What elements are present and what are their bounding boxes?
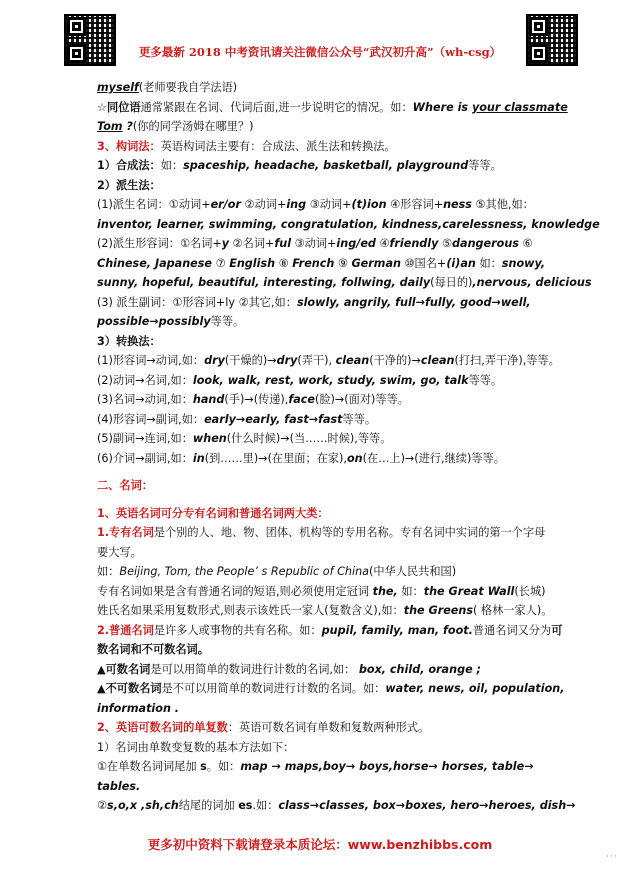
corner-mark: ··· (606, 852, 618, 862)
text-segment: inventor, learner, swimming, congratulation, kindness,carelessness, knowledge (97, 217, 600, 231)
header-notice: 更多最新 2018 中考资讯请关注微信公众号“武汉初升高”（wh-csg） (138, 45, 502, 59)
text-segment: clean (335, 354, 370, 367)
text-segment: 姓氏名如果采用复数形式,则表示该姓氏一家人(复数含义),如： (97, 604, 404, 617)
text-line (97, 504, 549, 524)
text-line (97, 293, 549, 313)
text-segment: myself (97, 81, 139, 94)
text-line (97, 215, 600, 235)
text-segment: dry (276, 354, 298, 367)
text-segment: when (192, 432, 227, 445)
text-segment: ful (274, 237, 292, 250)
text-segment: ③动词+ (291, 237, 337, 250)
text-segment: ? (122, 120, 133, 133)
text-segment: ③动词+ (306, 198, 352, 211)
text-line (97, 98, 568, 118)
text-segment: Chinese, Japanese (97, 256, 213, 270)
text-segment: 英语构词法主要有：合成法、派生法和转换法。 (160, 139, 396, 153)
text-segment: (老师要我自学法语) (138, 81, 238, 94)
text-line (97, 476, 549, 496)
text-segment: the Greens (403, 604, 474, 617)
text-segment: ☆ (97, 100, 108, 114)
text-segment: 2、英语可数名词的单复数 (97, 721, 228, 734)
text-line (97, 176, 549, 196)
text-segment: ②名词+ (229, 237, 275, 250)
text-line (97, 757, 549, 777)
text-segment: (5)副词→连词,如： (97, 432, 193, 445)
text-segment: (长城) (514, 584, 546, 598)
text-line (97, 718, 549, 738)
text-segment: 如： (397, 584, 424, 598)
text-segment: y (221, 237, 230, 250)
text-segment: 要大写。 (97, 545, 142, 559)
text-segment: 是许多人或事物的共有名称。如： (153, 623, 322, 637)
text-segment: 1、英语名词可分专有名词和普通名词两大类： (97, 506, 329, 520)
text-segment: early→early, fast→fast (204, 412, 343, 426)
text-segment: ( 格林一家人)。 (473, 604, 553, 617)
text-segment: tables. (97, 779, 141, 793)
text-segment: 等等。 (468, 373, 503, 387)
text-segment: Tom (97, 120, 123, 133)
text-segment: (i)an (446, 256, 476, 270)
text-segment: 可数名词 (105, 662, 151, 676)
text-segment: German (351, 256, 401, 270)
text-line (97, 332, 549, 352)
text-segment: ⑤ (438, 237, 453, 250)
text-line (97, 640, 549, 660)
text-segment: (4)形容词→副词,如： (97, 412, 205, 426)
text-segment: information . (97, 701, 180, 715)
text-segment: ：英语可数名词有单数和复数两种形式。 (227, 721, 430, 734)
text-line (97, 543, 549, 563)
text-segment: 不可数名词 (105, 682, 162, 695)
text-segment: ⑥ (518, 237, 533, 250)
text-segment: the, (372, 584, 398, 598)
text-segment: es (238, 799, 253, 812)
text-segment: 3）转换法： (97, 334, 161, 348)
text-segment: 2）派生法： (97, 178, 161, 192)
text-segment: 3、构词法： (97, 139, 161, 153)
text-segment: 通常紧跟在名词、代词后面,进一步说明它的情况。如： (140, 100, 413, 114)
text-segment: 二、名词： (97, 479, 153, 492)
text-segment: 是不可以用简单的数词进行计数的名词。如： (161, 682, 386, 695)
text-segment: (2)派生形容词：①名词+ (97, 237, 222, 250)
footer-download-link[interactable]: 更多初中资料下载请登录本质论坛：www.benzhibbs.com (147, 837, 493, 852)
text-segment: .如： (252, 799, 279, 812)
text-segment: class→classes, box→boxes, hero→heroes, dish→ (278, 799, 576, 812)
text-segment: (你的同学汤姆在哪里？) (132, 120, 254, 133)
text-segment: (在…上)→(进行,继续)等等。 (362, 451, 505, 465)
text-line (97, 582, 549, 602)
text-segment: Beijing, Tom, the People’ s Republic of China (119, 565, 370, 578)
text-segment: (1)派生名词：①动词+ (97, 198, 211, 211)
text-segment: map → maps,boy→ boys,horse→ horses, table→ (240, 760, 534, 773)
text-segment: 同位语 (107, 100, 141, 114)
text-segment: ,nervous, delicious (472, 276, 592, 289)
text-segment: (中华人民共和国) (369, 565, 457, 578)
text-line (97, 371, 549, 391)
text-segment: French (292, 256, 335, 270)
text-segment: 1）合成法： (97, 159, 161, 172)
text-segment: box, child, orange ; (358, 662, 482, 676)
text-segment: (干净的)→ (369, 354, 421, 367)
text-line (97, 601, 553, 621)
text-segment: 如： (475, 256, 502, 270)
text-line (97, 312, 549, 332)
text-segment: face (288, 393, 315, 406)
text-segment: friendly (389, 237, 439, 250)
text-segment: ②动词+ (240, 198, 287, 211)
text-segment: ▲ (97, 662, 106, 676)
text-segment: English (229, 256, 276, 270)
text-segment: 1.专有名词 (97, 526, 154, 539)
text-segment: ⑩国名+ (400, 256, 447, 270)
text-segment: (6)介词→副词,如： (97, 451, 193, 465)
text-segment: 等等。 (342, 412, 377, 426)
text-segment: 是可以用简单的数词进行计数的名词,如： (150, 662, 359, 676)
text-segment: ⑦ (212, 256, 230, 270)
text-line (97, 796, 576, 816)
text-line (97, 351, 560, 371)
text-line (97, 562, 549, 582)
text-segment: (脸)→(面对)等等。 (315, 393, 409, 406)
document-body (97, 78, 600, 816)
text-segment: 等等。 (468, 159, 502, 172)
text-segment: (手)→(传递), (224, 393, 289, 406)
text-segment: 2.普通名词 (97, 623, 154, 637)
text-line (97, 699, 549, 719)
text-segment: your classmate (471, 100, 568, 114)
text-segment: ④形容词+ (386, 198, 444, 211)
text-segment: (每日的) (430, 276, 473, 289)
text-segment: the Great Wall (423, 584, 515, 598)
text-segment: 数名词和不可数名词。 (97, 643, 209, 656)
text-segment: 结尾的词加 (178, 799, 239, 812)
text-segment: sunny, hopeful, beautiful, interesting, follwing, daily (97, 276, 431, 289)
text-segment: spaceship, headache, basketball, playground (183, 159, 469, 172)
text-line (97, 273, 592, 293)
text-segment: (1)形容词→动词,如： (97, 354, 205, 367)
text-segment: 专有名词如果是含有普通名词的短语,则必须使用定冠词 (97, 584, 373, 598)
text-line (97, 254, 549, 274)
text-segment: 1）名词由单数变复数的基本方法如下： (97, 740, 295, 754)
text-segment: er/or (210, 198, 241, 211)
text-segment: ▲ (97, 682, 106, 695)
text-segment: ④ (375, 237, 390, 250)
text-line (97, 390, 549, 410)
text-segment: s (200, 760, 207, 773)
text-segment: water, news, oil, population, (385, 682, 565, 695)
text-segment: 普通名词又分为 (472, 623, 552, 637)
text-segment: hand (192, 393, 225, 406)
text-segment: slowly, angrily, full→fully, good→well, (296, 295, 531, 309)
text-line (97, 660, 549, 680)
text-segment: look, walk, rest, work, study, swim, go, talk (192, 373, 469, 387)
text-line (97, 78, 549, 98)
text-segment: (干燥的)→ (224, 354, 277, 367)
text-line (97, 679, 565, 699)
text-line (97, 523, 549, 543)
text-segment: (弄干), (297, 354, 336, 367)
text-segment: (到……里)→(在里面；在家), (204, 451, 347, 465)
text-line (97, 468, 549, 476)
text-segment: (什么时候)→(当……时候),等等。 (226, 432, 392, 445)
text-line (97, 410, 549, 430)
text-segment: ing/ed (336, 237, 376, 250)
text-line (97, 156, 549, 176)
text-segment: in (192, 451, 205, 465)
text-line (97, 195, 549, 215)
text-segment: ② (97, 799, 108, 812)
text-line (97, 137, 549, 157)
text-segment: ness (443, 198, 472, 211)
text-segment: on (346, 451, 363, 465)
text-segment: (3) 派生副词：①形容词+ly ②其它,如： (97, 295, 297, 309)
text-line (97, 117, 549, 137)
text-segment: (2)动词→名词,如： (97, 373, 193, 387)
text-segment: 如： (97, 565, 120, 578)
text-segment: ⑨ (334, 256, 352, 270)
text-line (97, 621, 563, 641)
text-segment: dangerous (452, 237, 519, 250)
text-segment: ing (286, 198, 307, 211)
text-segment: 是个别的人、地、物、团体、机构等的专用名称。专有名词中实词的第一个字母 (153, 526, 546, 539)
text-segment: (t)ion (351, 198, 387, 211)
text-segment: 可 (551, 623, 563, 637)
text-segment: s,o,x ,sh,ch (107, 799, 179, 812)
text-segment: 等等。 (210, 315, 245, 328)
text-line (97, 738, 549, 758)
text-segment: (3)名词→动词,如： (97, 393, 193, 406)
text-segment: (打扫,弄干净),等等。 (454, 354, 560, 367)
text-line (97, 449, 549, 469)
text-segment: ⑧ (275, 256, 293, 270)
text-segment: pupil, family, man, foot. (321, 623, 473, 637)
text-segment: clean (420, 354, 455, 367)
text-line (97, 234, 549, 254)
text-segment: Where is (412, 100, 472, 114)
text-segment: 如： (160, 159, 184, 172)
text-line (97, 429, 549, 449)
text-segment: ①在单数名词词尾加 (97, 760, 201, 773)
text-segment: snowy, (501, 256, 546, 270)
text-segment: ⑤其他,如： (471, 198, 534, 211)
text-segment: 。如： (206, 760, 241, 773)
text-segment: dry (204, 354, 225, 367)
text-line (97, 777, 549, 797)
text-segment: possible→possibly (97, 315, 211, 328)
text-line (97, 496, 549, 504)
